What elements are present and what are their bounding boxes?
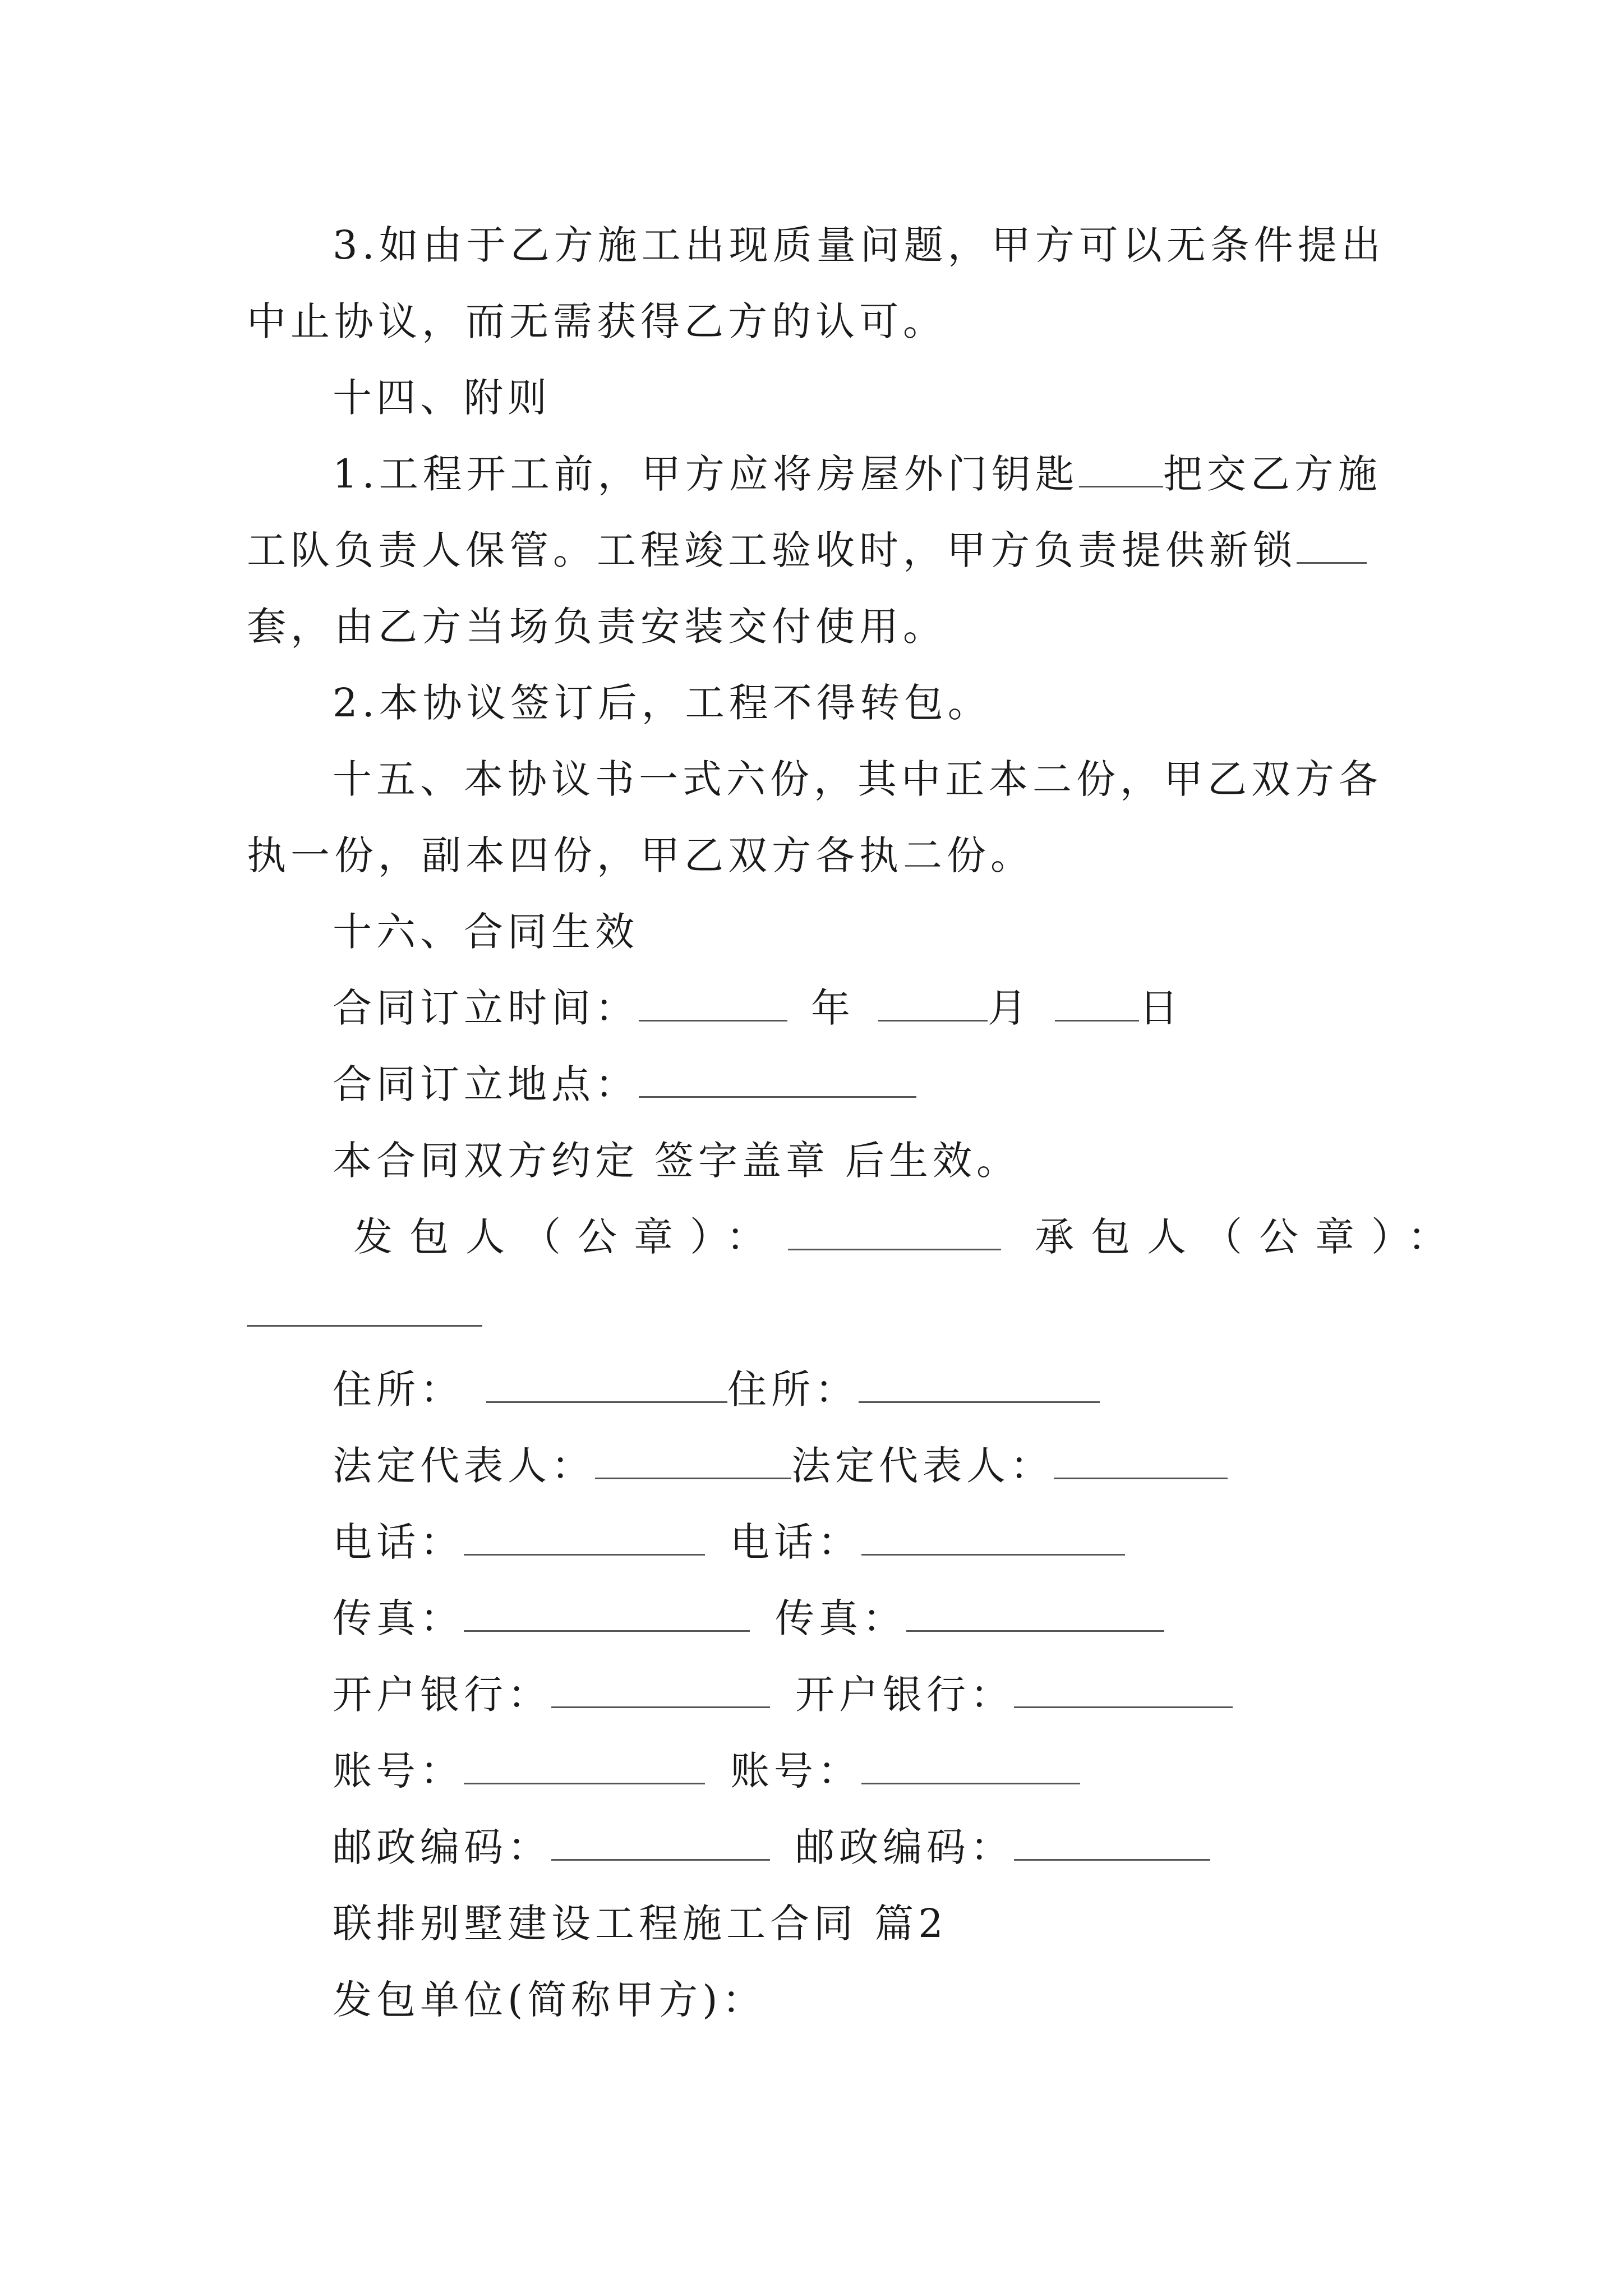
party-b-fax-label: 传真： <box>775 1595 906 1641</box>
party-a-fax-label: 传真： <box>333 1595 464 1641</box>
text: 1.工程开工前，甲方应将房屋外门钥匙 <box>333 451 1079 497</box>
party-b-legal-rep-label: 法定代表人： <box>791 1443 1054 1489</box>
party-a-bank-blank <box>551 1672 770 1708</box>
text: 中止协议，而无需获得乙方的认可。 <box>247 298 947 344</box>
party-b-account-label: 账号： <box>730 1748 861 1794</box>
text: 十五、本协议书一式六份，其中正本二份，甲乙双方各 <box>333 756 1382 802</box>
contract-signing-time <box>333 983 1183 1033</box>
place-blank <box>639 1061 916 1098</box>
label: 合同订立时间： <box>333 985 639 1031</box>
heading-text: 十四、附则 <box>333 375 551 421</box>
party-b-fax-blank <box>906 1595 1164 1632</box>
party-a-bank-label: 开户银行： <box>333 1672 551 1718</box>
section-heading-14 <box>333 372 551 423</box>
party-b-postcode-label: 邮政编码： <box>795 1824 1014 1870</box>
party-b-seal-blank-line <box>247 1288 482 1338</box>
party-a-seal-label: 发包人（公章）： <box>353 1214 782 1260</box>
phone-row <box>333 1517 1125 1567</box>
month-label: 月 <box>988 985 1031 1031</box>
part2-title <box>333 1898 948 1949</box>
paragraph-keys-clause-line3 <box>247 601 947 652</box>
party-b-address-label: 住所： <box>727 1366 859 1412</box>
party-seal-line <box>353 1212 1464 1262</box>
year-blank <box>639 985 787 1022</box>
contract-signing-place <box>333 1059 916 1110</box>
day-blank <box>1055 985 1139 1022</box>
text: 执一份，副本四份，甲乙双方各执二份。 <box>247 832 1034 878</box>
text: 本合同双方约定 <box>333 1138 639 1184</box>
text: 套，由乙方当场负责安装交付使用。 <box>247 604 947 650</box>
section-heading-16 <box>333 907 639 957</box>
title-text: 联排别墅建设工程施工合同 篇2 <box>333 1901 948 1947</box>
text: 把交乙方施 <box>1163 451 1382 497</box>
bank-row <box>333 1669 1233 1720</box>
party-b-seal-blank <box>247 1290 482 1327</box>
keys-count-blank <box>1079 451 1163 487</box>
account-row <box>333 1746 1080 1796</box>
party-b-account-blank <box>861 1748 1080 1784</box>
label: 合同订立地点： <box>333 1061 639 1107</box>
party-b-legal-rep-blank <box>1054 1443 1228 1479</box>
paragraph-keys-clause-line1 <box>333 449 1382 499</box>
paragraph-keys-clause-line2 <box>247 525 1367 576</box>
month-blank <box>878 985 988 1022</box>
party-a-seal-blank <box>788 1214 1001 1250</box>
party-a-postcode-label: 邮政编码： <box>333 1824 551 1870</box>
text: 3.如由于乙方施工出现质量问题，甲方可以无条件提出 <box>333 222 1385 268</box>
party-a-phone-blank <box>464 1519 705 1556</box>
day-label: 日 <box>1139 985 1183 1031</box>
label: 发包单位(简称甲方)： <box>333 1977 766 2023</box>
new-locks-count-blank <box>1297 527 1367 564</box>
effective-clause <box>333 1135 1020 1186</box>
heading-text: 十六、合同生效 <box>333 909 639 955</box>
fax-row <box>333 1593 1164 1644</box>
party-a-address-blank <box>486 1366 727 1403</box>
party-b-address-blank <box>859 1366 1100 1403</box>
part2-party-a <box>333 1975 766 2025</box>
paragraph-quality-clause-line1 <box>333 220 1385 270</box>
party-a-fax-blank <box>464 1595 750 1632</box>
party-a-address-label: 住所： <box>333 1366 464 1412</box>
section-15-line2 <box>247 830 1034 881</box>
paragraph-no-subcontract <box>333 678 992 728</box>
address-row <box>333 1364 1100 1415</box>
party-a-account-blank <box>464 1748 705 1784</box>
party-b-bank-blank <box>1014 1672 1233 1708</box>
party-a-phone-label: 电话： <box>333 1519 464 1565</box>
text: 工队负责人保管。工程竣工验收时，甲方负责提供新锁 <box>247 527 1297 573</box>
section-15-line1 <box>333 754 1382 804</box>
party-b-postcode-blank <box>1014 1824 1210 1861</box>
paragraph-quality-clause-line2 <box>247 296 947 347</box>
party-b-phone-blank <box>861 1519 1125 1556</box>
party-b-seal-label: 承包人（公章）： <box>1035 1214 1464 1260</box>
text: 2.本协议签订后，工程不得转包。 <box>333 680 992 726</box>
legal-rep-row <box>333 1441 1228 1491</box>
party-a-postcode-blank <box>551 1824 770 1861</box>
party-a-account-label: 账号： <box>333 1748 464 1794</box>
year-label: 年 <box>811 985 855 1031</box>
party-a-legal-rep-label: 法定代表人： <box>333 1443 595 1489</box>
party-b-bank-label: 开户银行： <box>795 1672 1014 1718</box>
text: 后生效。 <box>845 1138 1020 1184</box>
party-a-legal-rep-blank <box>595 1443 791 1479</box>
party-b-phone-label: 电话： <box>730 1519 861 1565</box>
text: 签字盖章 <box>654 1138 829 1184</box>
postcode-row <box>333 1822 1210 1872</box>
